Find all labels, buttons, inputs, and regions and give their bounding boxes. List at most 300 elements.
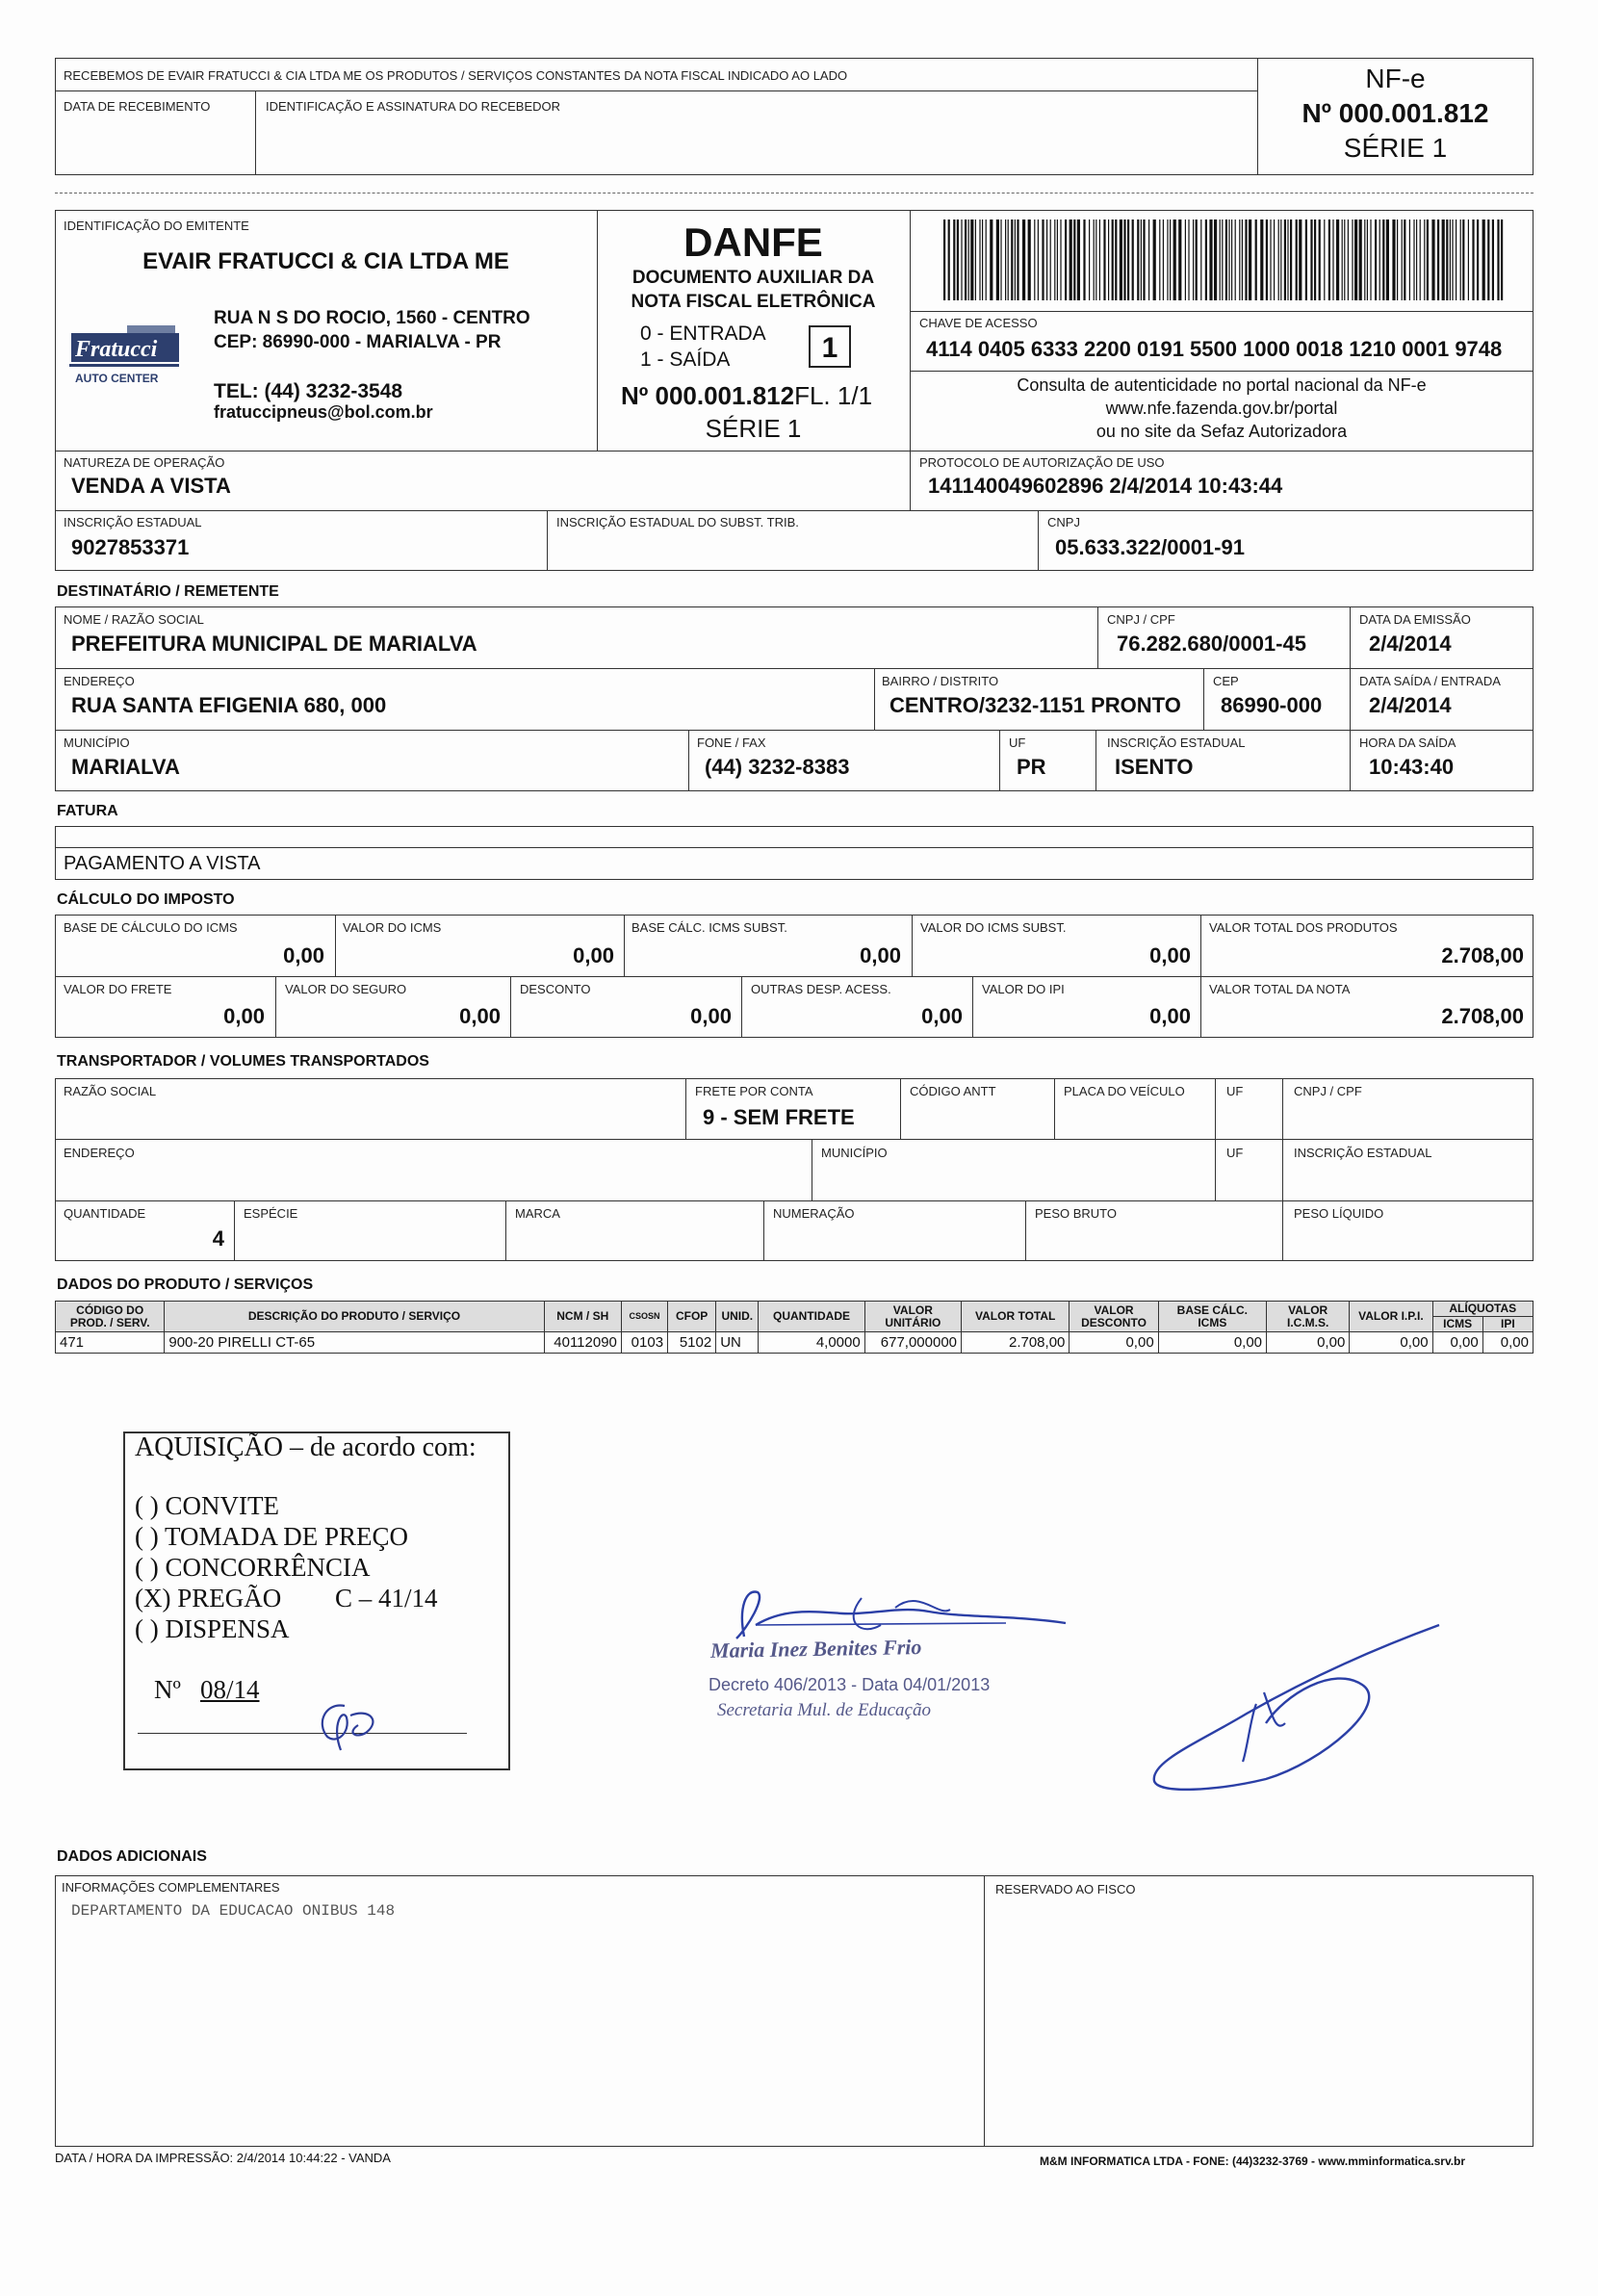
canhoto-numero: Nº 000.001.812 bbox=[1302, 98, 1489, 128]
barcode-bar bbox=[1364, 219, 1365, 300]
dest-saida-label: DATA SAÍDA / ENTRADA bbox=[1359, 674, 1501, 688]
col-valor-total: VALOR TOTAL bbox=[962, 1302, 1070, 1332]
barcode-bar bbox=[1188, 219, 1189, 300]
barcode-bar bbox=[1379, 219, 1380, 300]
dest-hora-label: HORA DA SAÍDA bbox=[1359, 735, 1456, 750]
danfe-numero bbox=[621, 381, 872, 411]
seguro-label: VALOR DO SEGURO bbox=[285, 982, 407, 996]
dest-municipio-label: MUNICÍPIO bbox=[64, 735, 130, 750]
barcode-bar bbox=[1472, 219, 1474, 300]
dest-emissao-label: DATA DA EMISSÃO bbox=[1359, 612, 1471, 627]
barcode-bar bbox=[961, 219, 962, 300]
barcode-bar bbox=[1123, 219, 1125, 300]
barcode-bar bbox=[1386, 219, 1389, 300]
barcode-bar bbox=[1344, 219, 1345, 300]
stamp-convite: ( ) CONVITE bbox=[135, 1491, 279, 1520]
barcode-bar bbox=[1015, 219, 1016, 300]
valor-st: 0,00 bbox=[1149, 943, 1191, 967]
barcode-bar bbox=[1235, 219, 1236, 300]
barcode-bar bbox=[1120, 219, 1122, 300]
natureza-label: NATUREZA DE OPERAÇÃO bbox=[64, 455, 225, 470]
col-valor-icms: VALOR I.C.M.S. bbox=[1267, 1302, 1350, 1332]
barcode-bar bbox=[1042, 219, 1044, 300]
seguro: 0,00 bbox=[459, 1004, 501, 1028]
emitente-endereco2: CEP: 86990-000 - MARIALVA - PR bbox=[214, 332, 502, 352]
col-aliq-icms: ICMS bbox=[1432, 1317, 1482, 1332]
barcode-bar bbox=[1108, 219, 1109, 300]
footer-software: M&M INFORMATICA LTDA - FONE: (44)3232-3769 - www.mminformatica.srv.br bbox=[1040, 2154, 1466, 2168]
barcode-bar bbox=[1159, 219, 1160, 300]
data-recebimento-label: DATA DE RECEBIMENTO bbox=[64, 99, 211, 114]
barcode-bar bbox=[1038, 219, 1039, 300]
barcode-bar bbox=[1497, 219, 1499, 300]
natureza-value: VENDA A VISTA bbox=[71, 474, 231, 498]
barcode-bar bbox=[1196, 219, 1198, 300]
identificacao-recebedor-label: IDENTIFICAÇÃO E ASSINATURA DO RECEBEDOR bbox=[266, 99, 561, 114]
barcode-bar bbox=[1095, 219, 1096, 300]
barcode-bar bbox=[1404, 219, 1405, 300]
barcode-bar bbox=[1000, 219, 1001, 300]
barcode bbox=[943, 219, 1504, 300]
barcode-bar bbox=[1103, 219, 1105, 300]
recebedor-signature bbox=[1141, 1617, 1449, 1800]
carimbo-decreto: Decreto 406/2013 - Data 04/01/2013 bbox=[709, 1675, 991, 1694]
carimbo-nome: Maria Inez Benites Frio bbox=[709, 1635, 922, 1663]
barcode-bar bbox=[1492, 219, 1494, 300]
barcode-bar bbox=[1424, 219, 1425, 300]
cell-base-calc-icms: 0,00 bbox=[1158, 1332, 1266, 1354]
barcode-bar bbox=[1260, 219, 1263, 300]
dest-cep-label: CEP bbox=[1213, 674, 1239, 688]
danfe-saida: 1 - SAÍDA bbox=[640, 348, 731, 371]
valor-st-label: VALOR DO ICMS SUBST. bbox=[920, 920, 1067, 935]
cell-valor-unitario: 677,000000 bbox=[864, 1332, 961, 1354]
cell-quantidade: 4,0000 bbox=[759, 1332, 864, 1354]
transp-endereco-label: ENDEREÇO bbox=[64, 1146, 135, 1160]
table-row bbox=[56, 1332, 1534, 1354]
dest-endereco-label: ENDEREÇO bbox=[64, 674, 135, 688]
barcode-bar bbox=[1427, 219, 1429, 300]
emitente-label: IDENTIFICAÇÃO DO EMITENTE bbox=[64, 219, 249, 233]
barcode-bar bbox=[1367, 219, 1368, 300]
emitente-tel: TEL: (44) 3232-3548 bbox=[214, 380, 403, 402]
emitente-nome: EVAIR FRATUCCI & CIA LTDA ME bbox=[142, 248, 509, 274]
barcode-bar bbox=[1359, 219, 1362, 300]
barcode-bar bbox=[1143, 219, 1145, 300]
transp-uf2-label: UF bbox=[1226, 1146, 1244, 1160]
barcode-bar bbox=[1392, 219, 1395, 300]
canhoto-recebemos: RECEBEMOS DE EVAIR FRATUCCI & CIA LTDA ME OS PRODUTOS / SERVIÇOS CONSTANTES DA NOTA FISCAL INDICADO AO LADO bbox=[64, 68, 848, 83]
dest-emissao: 2/4/2014 bbox=[1369, 632, 1452, 656]
total-nota-label: VALOR TOTAL DA NOTA bbox=[1209, 982, 1351, 996]
stamp-title: AQUISIÇÃO – de acordo com: bbox=[135, 1432, 477, 1462]
barcode-bar bbox=[1099, 219, 1100, 300]
fatura-value: PAGAMENTO A VISTA bbox=[64, 853, 261, 874]
barcode-bar bbox=[1450, 219, 1451, 300]
barcode-bar bbox=[970, 219, 973, 300]
barcode-bar bbox=[1409, 219, 1410, 300]
barcode-graphic bbox=[943, 219, 1504, 300]
barcode-bar bbox=[1209, 219, 1212, 300]
barcode-bar bbox=[1442, 219, 1445, 300]
barcode-bar bbox=[1163, 219, 1164, 300]
barcode-bar bbox=[1278, 219, 1279, 300]
barcode-bar bbox=[1167, 219, 1168, 300]
total-nota: 2.708,00 bbox=[1441, 1004, 1524, 1028]
barcode-bar bbox=[1501, 219, 1503, 300]
barcode-bar bbox=[1402, 219, 1403, 300]
barcode-bar bbox=[1431, 219, 1434, 300]
barcode-bar bbox=[1205, 219, 1207, 300]
chave-consulta1: Consulta de autenticidade no portal nacional da NF-e bbox=[1017, 375, 1427, 395]
col-base-calc-icms: BASE CÁLC. ICMS bbox=[1158, 1302, 1266, 1332]
barcode-bar bbox=[1375, 219, 1377, 300]
dest-endereco: RUA SANTA EFIGENIA 680, 000 bbox=[71, 693, 387, 717]
barcode-bar bbox=[957, 219, 959, 300]
danfe-tipo: 1 bbox=[809, 325, 851, 368]
transp-peso-liquido-label: PESO LÍQUIDO bbox=[1294, 1206, 1384, 1221]
barcode-bar bbox=[1017, 219, 1018, 300]
col-csosn: CSOSN bbox=[621, 1302, 667, 1332]
canhoto-nfe: NF-e bbox=[1365, 64, 1426, 93]
fatura-box bbox=[55, 826, 1534, 880]
dest-nome: PREFEITURA MUNICIPAL DE MARIALVA bbox=[71, 632, 477, 656]
dest-bairro: CENTRO/3232-1151 PRONTO bbox=[889, 693, 1181, 717]
stamp-numero: 08/14 bbox=[200, 1675, 260, 1704]
emitente-endereco1: RUA N S DO ROCIO, 1560 - CENTRO bbox=[214, 308, 530, 328]
barcode-bar bbox=[1083, 219, 1085, 300]
barcode-bar bbox=[990, 219, 992, 300]
cell-valor-ipi: 0,00 bbox=[1350, 1332, 1432, 1354]
barcode-bar bbox=[1249, 219, 1251, 300]
stamp-pregao: (X) PREGÃO bbox=[135, 1584, 282, 1612]
carimbo-secretaria: Secretaria Mul. de Educação bbox=[717, 1700, 931, 1720]
outras: 0,00 bbox=[921, 1004, 963, 1028]
barcode-bar bbox=[1022, 219, 1025, 300]
barcode-bar bbox=[1314, 219, 1316, 300]
desconto: 0,00 bbox=[690, 1004, 732, 1028]
frete-label: VALOR DO FRETE bbox=[64, 982, 172, 996]
barcode-bar bbox=[948, 219, 950, 300]
dest-hora: 10:43:40 bbox=[1369, 755, 1455, 779]
cell-aliq-icms: 0,00 bbox=[1432, 1332, 1482, 1354]
barcode-bar bbox=[1280, 219, 1281, 300]
barcode-bar bbox=[1299, 219, 1302, 300]
barcode-bar bbox=[1132, 219, 1134, 300]
svg-text:Fratucci: Fratucci bbox=[75, 337, 158, 362]
barcode-bar bbox=[975, 219, 976, 300]
barcode-bar bbox=[1310, 219, 1312, 300]
cell-codigo: 471 bbox=[56, 1332, 165, 1354]
dest-cnpj: 76.282.680/0001-45 bbox=[1117, 632, 1306, 656]
fatura-section: FATURA bbox=[57, 803, 118, 819]
dest-fone: (44) 3232-8383 bbox=[705, 755, 850, 779]
barcode-bar bbox=[1070, 219, 1072, 300]
barcode-bar bbox=[1008, 219, 1009, 300]
col-descricao: DESCRIÇÃO DO PRODUTO / SERVIÇO bbox=[165, 1302, 544, 1332]
protocolo-value: 141140049602896 2/4/2014 10:43:44 bbox=[928, 474, 1283, 498]
barcode-bar bbox=[1305, 219, 1307, 300]
barcode-bar bbox=[1153, 219, 1156, 300]
col-aliq-ipi: IPI bbox=[1482, 1317, 1533, 1332]
transp-ie-label: INSCRIÇÃO ESTADUAL bbox=[1294, 1146, 1432, 1160]
barcode-bar bbox=[1170, 219, 1171, 300]
info-label: INFORMAÇÕES COMPLEMENTARES bbox=[62, 1880, 280, 1895]
barcode-bar bbox=[1266, 219, 1268, 300]
ipi-label: VALOR DO IPI bbox=[982, 982, 1065, 996]
dest-fone-label: FONE / FAX bbox=[697, 735, 766, 750]
barcode-bar bbox=[979, 219, 980, 300]
barcode-bar bbox=[1446, 219, 1448, 300]
col-unid: UNID. bbox=[716, 1302, 759, 1332]
danfe-title: DANFE bbox=[683, 219, 823, 265]
stamp-signature-line bbox=[138, 1733, 467, 1734]
barcode-bar bbox=[1011, 219, 1013, 300]
barcode-bar bbox=[1328, 219, 1330, 300]
barcode-bar bbox=[1284, 219, 1286, 300]
cell-descricao: 900-20 PIRELLI CT-65 bbox=[165, 1332, 544, 1354]
barcode-bar bbox=[1225, 219, 1227, 300]
barcode-bar bbox=[1050, 219, 1051, 300]
cell-valor-total: 2.708,00 bbox=[962, 1332, 1070, 1354]
barcode-bar bbox=[1462, 219, 1464, 300]
barcode-bar bbox=[1173, 219, 1176, 300]
barcode-bar bbox=[1089, 219, 1090, 300]
transportador-section: TRANSPORTADOR / VOLUMES TRANSPORTADOS bbox=[57, 1053, 429, 1070]
barcode-bar bbox=[1336, 219, 1339, 300]
emitente-logo bbox=[69, 320, 204, 389]
barcode-bar bbox=[1482, 219, 1485, 300]
produtos-table bbox=[55, 1301, 1534, 1354]
barcode-bar bbox=[1214, 219, 1217, 300]
barcode-bar bbox=[1290, 219, 1292, 300]
total-prod: 2.708,00 bbox=[1441, 943, 1524, 967]
fisco-label: RESERVADO AO FISCO bbox=[995, 1882, 1136, 1896]
barcode-bar bbox=[968, 219, 969, 300]
barcode-bar bbox=[1352, 219, 1353, 300]
danfe-serie: SÉRIE 1 bbox=[705, 414, 802, 443]
barcode-bar bbox=[1127, 219, 1129, 300]
cell-unid: UN bbox=[716, 1332, 759, 1354]
barcode-bar bbox=[1193, 219, 1194, 300]
col-quantidade: QUANTIDADE bbox=[759, 1302, 864, 1332]
barcode-bar bbox=[1460, 219, 1461, 300]
cnpj-label: CNPJ bbox=[1047, 515, 1080, 529]
chave-consulta2: www.nfe.fazenda.gov.br/portal bbox=[1105, 399, 1338, 418]
cell-valor-icms: 0,00 bbox=[1267, 1332, 1350, 1354]
dest-uf: PR bbox=[1017, 755, 1046, 779]
dest-cep: 86990-000 bbox=[1221, 693, 1323, 717]
barcode-bar bbox=[1077, 219, 1080, 300]
stamp-pregao-numero: C – 41/14 bbox=[335, 1584, 438, 1612]
danfe-folha: FL. 1/1 bbox=[794, 381, 873, 410]
transp-cnpj-label: CNPJ / CPF bbox=[1294, 1084, 1362, 1098]
dest-municipio: MARIALVA bbox=[71, 755, 180, 779]
chave-value: 4114 0405 6333 2200 0191 5500 1000 0018 1210 0001 9748 bbox=[926, 337, 1503, 361]
barcode-bar bbox=[943, 219, 945, 300]
ie-value: 9027853371 bbox=[71, 535, 190, 559]
danfe-entrada: 0 - ENTRADA bbox=[640, 322, 766, 345]
base-icms-label: BASE DE CÁLCULO DO ICMS bbox=[64, 920, 238, 935]
imposto-section: CÁLCULO DO IMPOSTO bbox=[57, 891, 235, 908]
barcode-bar bbox=[1242, 219, 1243, 300]
col-valor-desconto: VALOR DESCONTO bbox=[1070, 1302, 1158, 1332]
barcode-bar bbox=[965, 219, 967, 300]
barcode-bar bbox=[1270, 219, 1271, 300]
cnpj-value: 05.633.322/0001-91 bbox=[1055, 535, 1245, 559]
col-valor-ipi: VALOR I.P.I. bbox=[1350, 1302, 1432, 1332]
barcode-bar bbox=[1319, 219, 1321, 300]
barcode-bar bbox=[1239, 219, 1240, 300]
info-value: DEPARTAMENTO DA EDUCACAO ONIBUS 148 bbox=[71, 1902, 396, 1920]
barcode-bar bbox=[1416, 219, 1417, 300]
transp-municipio-label: MUNICÍPIO bbox=[821, 1146, 888, 1160]
emitente-email: fratuccipneus@bol.com.br bbox=[214, 402, 433, 422]
danfe-subtitle1: DOCUMENTO AUXILIAR DA bbox=[631, 268, 875, 288]
outras-label: OUTRAS DESP. ACESS. bbox=[751, 982, 891, 996]
barcode-bar bbox=[1185, 219, 1186, 300]
canhoto-serie: SÉRIE 1 bbox=[1343, 133, 1448, 163]
transp-especie-label: ESPÉCIE bbox=[244, 1206, 298, 1221]
danfe-subtitle2: NOTA FISCAL ELETRÔNICA bbox=[631, 292, 876, 312]
stamp-concorrencia: ( ) CONCORRÊNCIA bbox=[135, 1553, 371, 1582]
barcode-bar bbox=[1487, 219, 1489, 300]
barcode-bar bbox=[1220, 219, 1221, 300]
col-codigo: CÓDIGO DO PROD. / SERV. bbox=[56, 1302, 165, 1332]
destinatario-section: DESTINATÁRIO / REMETENTE bbox=[57, 583, 279, 600]
transp-peso-bruto-label: PESO BRUTO bbox=[1035, 1206, 1118, 1221]
transp-razao-label: RAZÃO SOCIAL bbox=[64, 1084, 157, 1098]
col-cfop: CFOP bbox=[668, 1302, 716, 1332]
barcode-bar bbox=[1245, 219, 1247, 300]
barcode-bar bbox=[1477, 219, 1479, 300]
stamp-signature bbox=[308, 1694, 395, 1762]
barcode-bar bbox=[1255, 219, 1257, 300]
valor-icms-label: VALOR DO ICMS bbox=[343, 920, 442, 935]
transp-frete: 9 - SEM FRETE bbox=[703, 1105, 855, 1129]
barcode-bar bbox=[1178, 219, 1181, 300]
barcode-bar bbox=[982, 219, 983, 300]
barcode-bar bbox=[1287, 219, 1288, 300]
barcode-bar bbox=[996, 219, 999, 300]
barcode-bar bbox=[1073, 219, 1075, 300]
barcode-bar bbox=[1413, 219, 1414, 300]
stamp-dispensa: ( ) DISPENSA bbox=[135, 1614, 290, 1643]
total-prod-label: VALOR TOTAL DOS PRODUTOS bbox=[1209, 920, 1398, 935]
cell-csosn: 0103 bbox=[621, 1332, 667, 1354]
transp-numeracao-label: NUMERAÇÃO bbox=[773, 1206, 855, 1221]
barcode-bar bbox=[1231, 219, 1232, 300]
chave-label: CHAVE DE ACESSO bbox=[919, 316, 1038, 330]
adicionais-section: DADOS ADICIONAIS bbox=[57, 1848, 207, 1865]
frete: 0,00 bbox=[223, 1004, 265, 1028]
barcode-bar bbox=[1115, 219, 1117, 300]
transp-quantidade-label: QUANTIDADE bbox=[64, 1206, 146, 1221]
col-ncm: NCM / SH bbox=[544, 1302, 621, 1332]
dest-ie: ISENTO bbox=[1115, 755, 1194, 779]
stamp-tomada: ( ) TOMADA DE PREÇO bbox=[135, 1522, 409, 1551]
barcode-bar bbox=[1324, 219, 1325, 300]
dest-saida: 2/4/2014 bbox=[1369, 693, 1452, 717]
transp-frete-label: FRETE POR CONTA bbox=[695, 1084, 813, 1098]
barcode-bar bbox=[1437, 219, 1439, 300]
barcode-bar bbox=[1057, 219, 1058, 300]
transp-placa-label: PLACA DO VEÍCULO bbox=[1064, 1084, 1185, 1098]
chave-consulta3: ou no site da Sefaz Autorizadora bbox=[1095, 422, 1348, 441]
barcode-bar bbox=[1420, 219, 1421, 300]
barcode-bar bbox=[1148, 219, 1149, 300]
dest-bairro-label: BAIRRO / DISTRITO bbox=[882, 674, 999, 688]
barcode-bar bbox=[1370, 219, 1371, 300]
barcode-bar bbox=[1028, 219, 1031, 300]
valor-icms: 0,00 bbox=[573, 943, 614, 967]
iest-label: INSCRIÇÃO ESTADUAL DO SUBST. TRIB. bbox=[556, 515, 799, 529]
dest-ie-label: INSCRIÇÃO ESTADUAL bbox=[1107, 735, 1246, 750]
transp-quantidade: 4 bbox=[212, 1226, 224, 1251]
barcode-bar bbox=[1452, 219, 1453, 300]
logo-sub: AUTO CENTER bbox=[75, 372, 159, 385]
dest-uf-label: UF bbox=[1009, 735, 1026, 750]
transp-uf-label: UF bbox=[1226, 1084, 1244, 1098]
barcode-bar bbox=[1382, 219, 1384, 300]
footer-impressao: DATA / HORA DA IMPRESSÃO: 2/4/2014 10:44:22 - VANDA bbox=[55, 2151, 391, 2165]
produtos-section: DADOS DO PRODUTO / SERVIÇOS bbox=[57, 1277, 314, 1293]
transp-marca-label: MARCA bbox=[515, 1206, 560, 1221]
barcode-bar bbox=[1228, 219, 1229, 300]
barcode-bar bbox=[1222, 219, 1223, 300]
barcode-bar bbox=[1397, 219, 1398, 300]
barcode-bar bbox=[1112, 219, 1114, 300]
barcode-bar bbox=[1065, 219, 1067, 300]
cell-valor-desconto: 0,00 bbox=[1070, 1332, 1158, 1354]
barcode-bar bbox=[1054, 219, 1055, 300]
barcode-bar bbox=[1354, 219, 1357, 300]
barcode-bar bbox=[1332, 219, 1333, 300]
cell-ncm: 40112090 bbox=[544, 1332, 621, 1354]
ie-label: INSCRIÇÃO ESTADUAL bbox=[64, 515, 202, 529]
col-valor-unitario: VALOR UNITÁRIO bbox=[864, 1302, 961, 1332]
stamp-numero-label: Nº bbox=[154, 1675, 181, 1704]
dest-nome-label: NOME / RAZÃO SOCIAL bbox=[64, 612, 204, 627]
desconto-label: DESCONTO bbox=[520, 982, 591, 996]
barcode-bar bbox=[1342, 219, 1343, 300]
barcode-bar bbox=[1046, 219, 1047, 300]
barcode-bar bbox=[1141, 219, 1142, 300]
barcode-bar bbox=[1468, 219, 1469, 300]
barcode-bar bbox=[953, 219, 955, 300]
barcode-bar bbox=[986, 219, 987, 300]
protocolo-label: PROTOCOLO DE AUTORIZAÇÃO DE USO bbox=[919, 455, 1165, 470]
cell-cfop: 5102 bbox=[668, 1332, 716, 1354]
col-aliquotas: ALÍQUOTAS bbox=[1432, 1302, 1533, 1317]
barcode-bar bbox=[1296, 219, 1298, 300]
transp-antt-label: CÓDIGO ANTT bbox=[910, 1084, 996, 1098]
barcode-bar bbox=[1034, 219, 1035, 300]
barcode-bar bbox=[1200, 219, 1201, 300]
ipi: 0,00 bbox=[1149, 1004, 1191, 1028]
base-st-label: BASE CÁLC. ICMS SUBST. bbox=[631, 920, 787, 935]
base-icms: 0,00 bbox=[283, 943, 324, 967]
cell-aliq-ipi: 0,00 bbox=[1482, 1332, 1533, 1354]
dest-cnpj-label: CNPJ / CPF bbox=[1107, 612, 1175, 627]
barcode-bar bbox=[1348, 219, 1349, 300]
barcode-bar bbox=[1094, 219, 1095, 300]
base-st: 0,00 bbox=[860, 943, 901, 967]
barcode-bar bbox=[1137, 219, 1139, 300]
danfe-numero-value: Nº 000.001.812 bbox=[621, 381, 795, 410]
barcode-bar bbox=[1274, 219, 1275, 300]
barcode-bar bbox=[1060, 219, 1061, 300]
